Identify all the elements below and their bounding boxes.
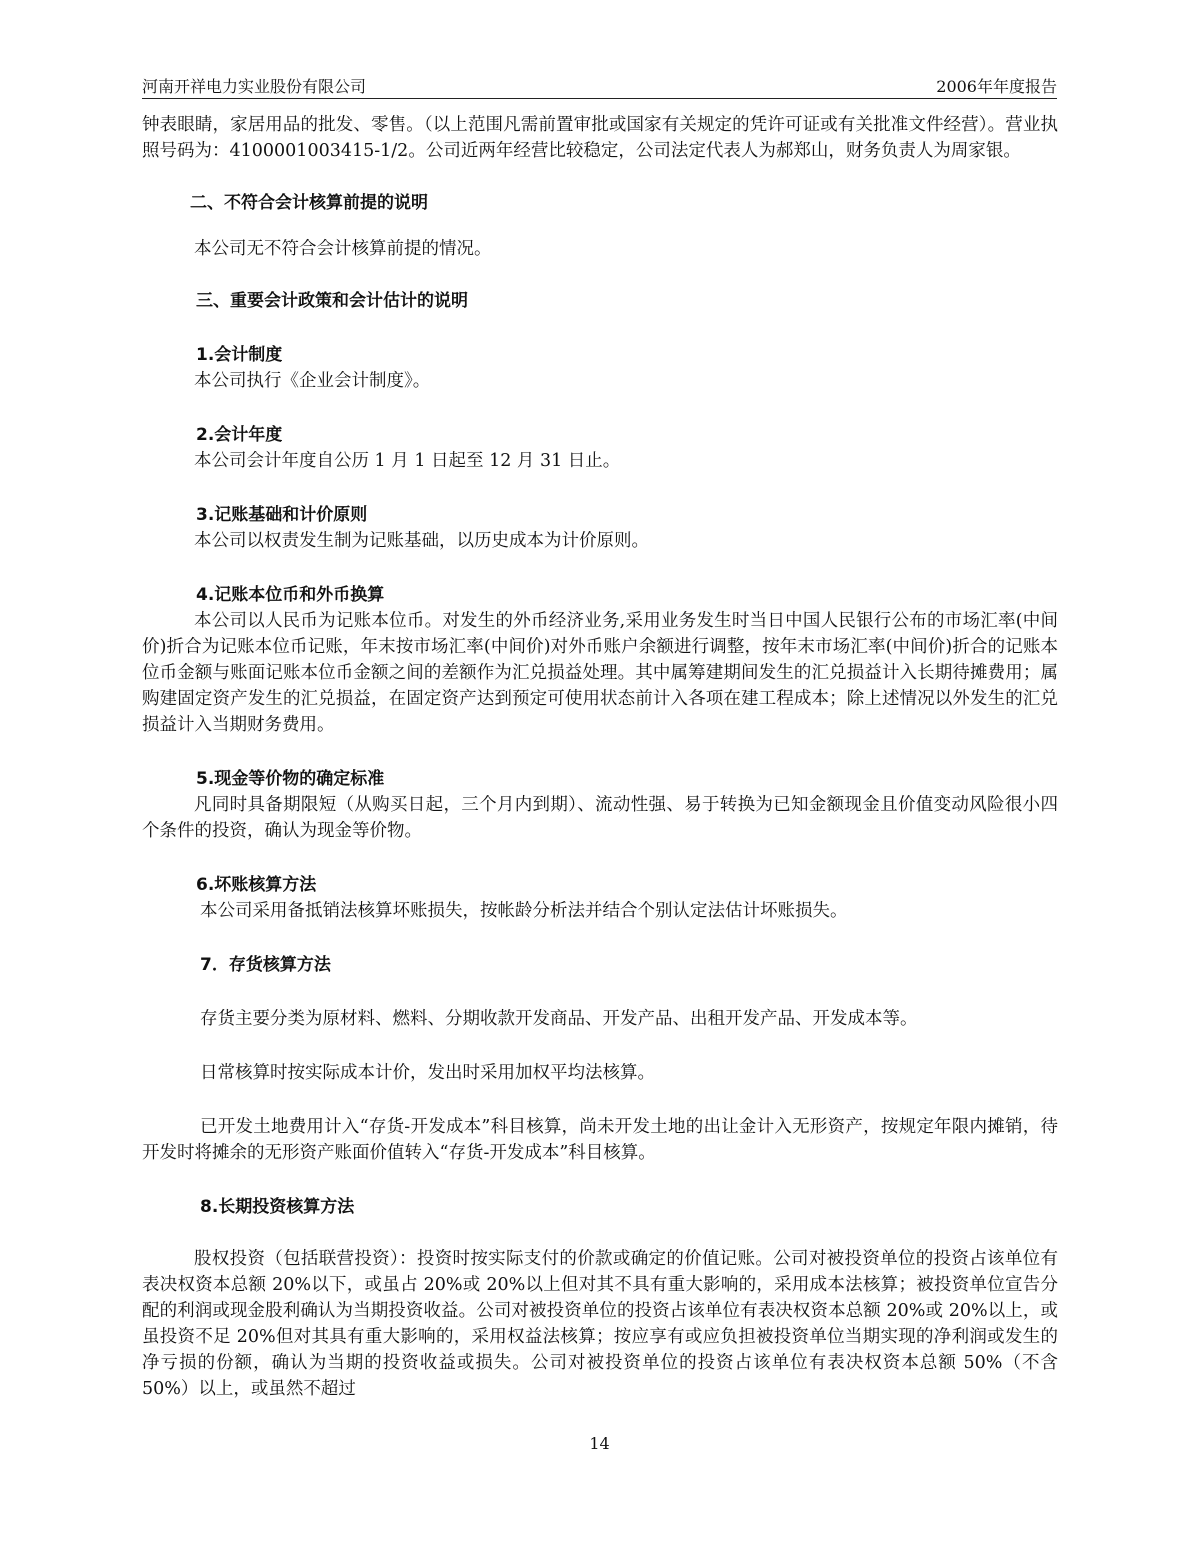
item-6-text: 本公司采用备抵销法核算坏账损失，按帐龄分析法并结合个别认定法估计坏账损失。 (200, 901, 848, 921)
item-3-title: 3.记账基础和计价原则 (196, 505, 368, 525)
item-7-paragraph-1: 存货主要分类为原材料、燃料、分期收款开发商品、开发产品、出租开发产品、开发成本等。 (200, 1009, 918, 1029)
item-8-text: 股权投资（包括联营投资）：投资时按实际支付的价款或确定的价值记账。公司对被投资单位的投资占该单位有表决权资本总额 20%以下，或虽占 20%或 20%以上但对其不具有重大影响的，采用成本法核算；被投资单位宣告分配的利润或现金股利确认为当期投资收益。公司对被投资单位的投资占该单位有表决权资本总额 20%或 20%以上，或虽投资不足 20%但对其具有重大影响的，采用权益法核算；按应享有或应负担被投资单位当期实现的净利润或发生的净亏损的份额，确认为当期的投资收益或损失。公司对被投资单位的投资占该单位有表决权资本总额 50%（不含 50%）以上，或虽然不超过 (142, 1249, 1058, 1399)
item-7-paragraph-2: 日常核算时按实际成本计价，发出时采用加权平均法核算。 (200, 1063, 655, 1083)
page-number: 14 (589, 1434, 610, 1453)
item-5-title: 5.现金等价物的确定标准 (196, 769, 385, 789)
header-company: 河南开祥电力实业股份有限公司 (142, 77, 367, 96)
item-4-text: 本公司以人民币为记账本位币。对发生的外币经济业务,采用业务发生时当日中国人民银行公布的市场汇率(中间价)折合为记账本位币记账，年末按市场汇率(中间价)对外币账户余额进行调整，按年末市场汇率(中间价)折合的记账本位币金额与账面记账本位币金额之间的差额作为汇兑损益处理。其中属筹建期间发生的汇兑损益计入长期待摊费用；属购建固定资产发生的汇兑损益，在固定资产达到预定可使用状态前计入各项在建工程成本；除上述情况以外发生的汇兑损益计入当期财务费用。 (142, 611, 1058, 735)
page-header (142, 74, 1057, 99)
item-1-title: 1.会计制度 (196, 345, 283, 365)
page-content (142, 112, 1058, 1402)
section-2-text: 本公司无不符合会计核算前提的情况。 (194, 239, 492, 259)
item-7-title: 7．存货核算方法 (200, 955, 331, 975)
item-3-text: 本公司以权责发生制为记账基础，以历史成本为计价原则。 (194, 531, 649, 551)
item-8-title: 8.长期投资核算方法 (200, 1197, 355, 1217)
intro-paragraph: 钟表眼睛，家居用品的批发、零售。（以上范围凡需前置审批或国家有关规定的凭许可证或有关批准文件经营）。营业执照号码为：4100001003415-1/2。公司近两年经营比较稳定，公司法定代表人为郝郑山，财务负责人为周家银。 (142, 115, 1058, 161)
item-2-text: 本公司会计年度自公历 1 月 1 日起至 12 月 31 日止。 (194, 451, 621, 471)
header-report-title: 2006年年度报告 (936, 77, 1057, 96)
item-1-text: 本公司执行《企业会计制度》。 (194, 371, 431, 391)
section-3-title: 三、重要会计政策和会计估计的说明 (196, 291, 468, 311)
item-7-paragraph-3: 已开发土地费用计入“存货-开发成本”科目核算，尚未开发土地的出让金计入无形资产，按规定年限内摊销，待开发时将摊余的无形资产账面价值转入“存货-开发成本”科目核算。 (142, 1117, 1058, 1163)
item-6-title: 6.坏账核算方法 (196, 875, 317, 895)
item-2-title: 2.会计年度 (196, 425, 283, 445)
item-5-text: 凡同时具备期限短（从购买日起，三个月内到期）、流动性强、易于转换为已知金额现金且价值变动风险很小四个条件的投资，确认为现金等价物。 (142, 795, 1058, 841)
section-2-title: 二、不符合会计核算前提的说明 (190, 193, 428, 213)
item-4-title: 4.记账本位币和外币换算 (196, 585, 385, 605)
